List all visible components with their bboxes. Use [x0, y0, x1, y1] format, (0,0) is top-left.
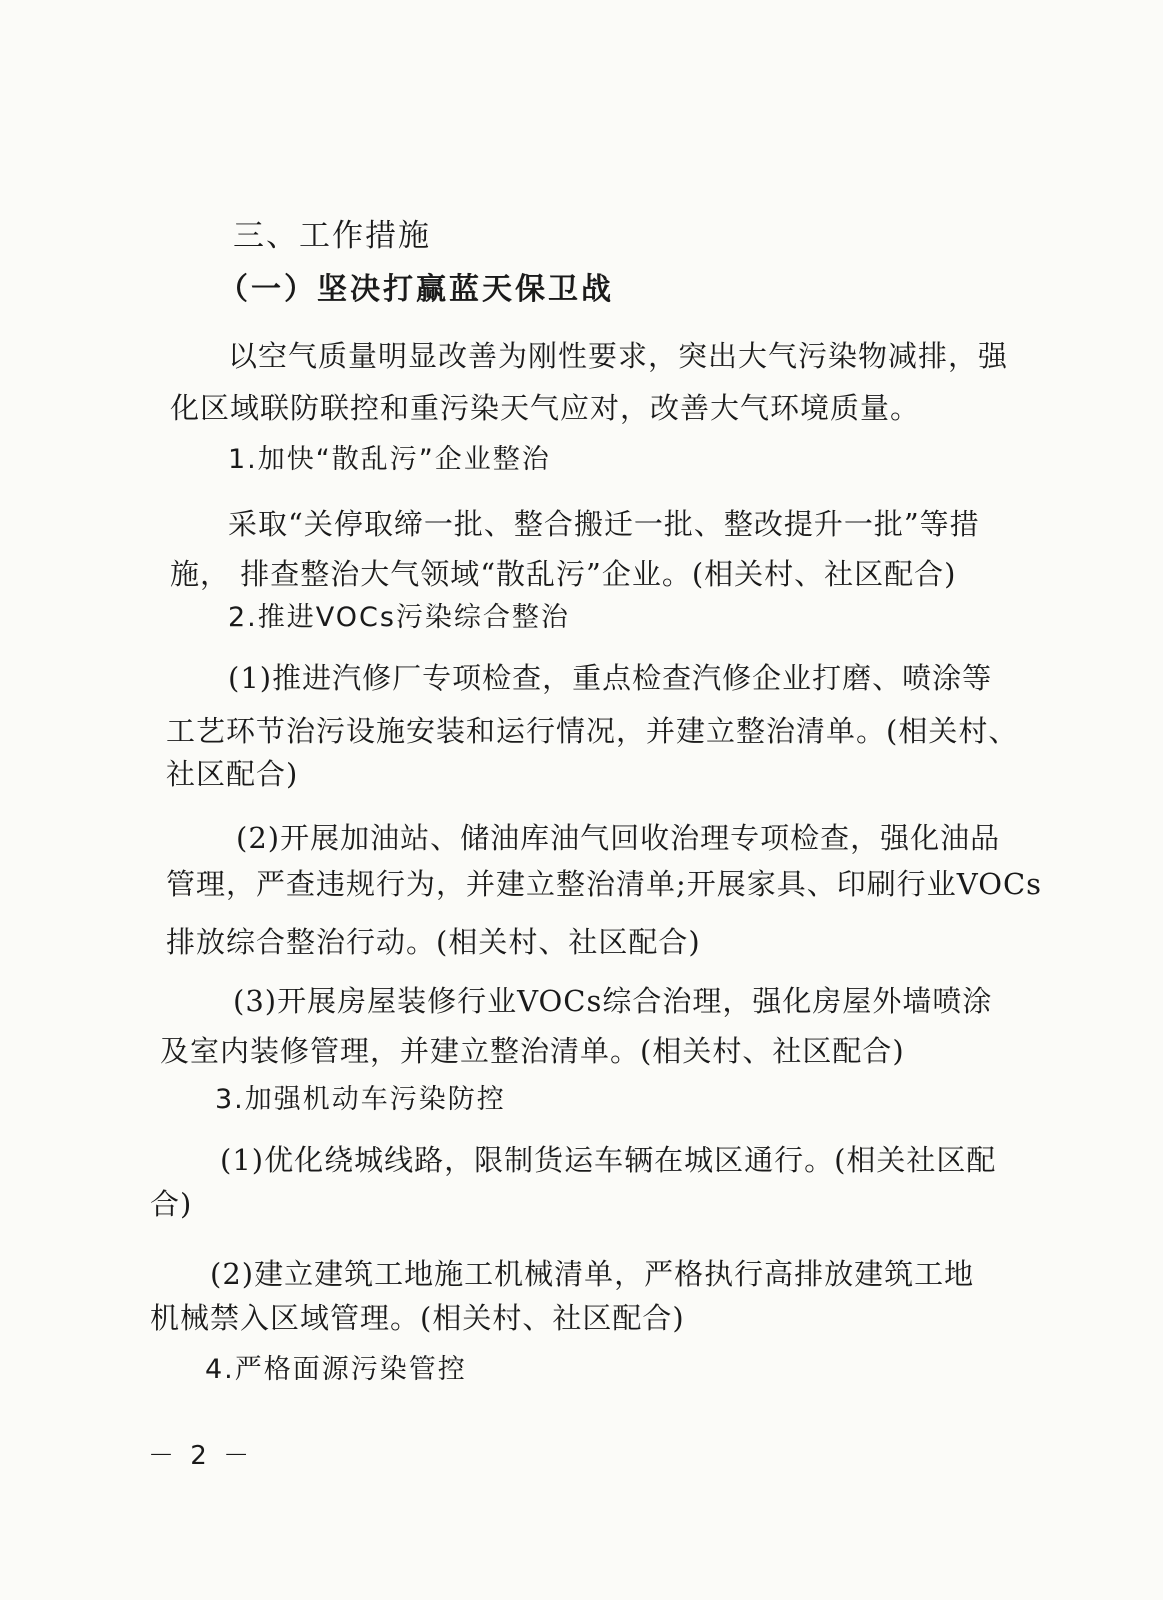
- item3-sub2-line-1: (2)建立建筑工地施工机械清单，严格执行高排放建筑工地: [210, 1257, 975, 1291]
- item2-sub1-line-2: 工艺环节治污设施安装和运行情况，并建立整治清单。(相关村、: [166, 714, 1019, 748]
- item2-sub2-line-1: (2)开展加油站、储油库油气回收治理专项检查，强化油品: [236, 821, 1001, 855]
- item1-line-1: 采取“关停取缔一批、整合搬迁一批、整改提升一批”等措: [228, 507, 980, 541]
- item1-line-2: 施， 排查整治大气领域“散乱污”企业。(相关村、社区配合): [170, 557, 957, 591]
- intro-line-1: 以空气质量明显改善为刚性要求，突出大气污染物减排，强: [228, 339, 1009, 373]
- item3-sub1-line-1: (1)优化绕城线路，限制货运车辆在城区通行。(相关社区配: [220, 1143, 997, 1177]
- item2-sub1-line-1: (1)推进汽修厂专项检查，重点检查汽修企业打磨、喷涂等: [228, 661, 993, 695]
- item3-sub1-line-2: 合): [150, 1187, 193, 1221]
- item2-sub2-line-3: 排放综合整治行动。(相关村、社区配合): [166, 925, 701, 959]
- page-number: － 2 －: [148, 1441, 254, 1471]
- item2-sub3-line-2: 及室内装修管理，并建立整治清单。(相关村、社区配合): [160, 1034, 905, 1068]
- item2-sub1-line-3: 社区配合): [166, 757, 299, 791]
- item3-title: 3.加强机动车污染防控: [215, 1084, 506, 1115]
- intro-line-2: 化区域联防联控和重污染天气应对，改善大气环境质量。: [170, 391, 921, 425]
- item2-title: 2.推进VOCs污染综合整治: [228, 602, 570, 633]
- section-heading: 三、工作措施: [233, 218, 431, 254]
- subsection-heading: （一）坚决打赢蓝天保卫战: [218, 272, 614, 307]
- item3-sub2-line-2: 机械禁入区域管理。(相关村、社区配合): [150, 1301, 685, 1335]
- item4-title: 4.严格面源污染管控: [205, 1354, 467, 1385]
- item2-sub2-line-2: 管理，严查违规行为，并建立整治清单;开展家具、印刷行业VOCs: [166, 867, 1043, 901]
- item1-title: 1.加快“散乱污”企业整治: [228, 444, 551, 475]
- item2-sub3-line-1: (3)开展房屋装修行业VOCs综合治理，强化房屋外墙喷涂: [233, 984, 993, 1018]
